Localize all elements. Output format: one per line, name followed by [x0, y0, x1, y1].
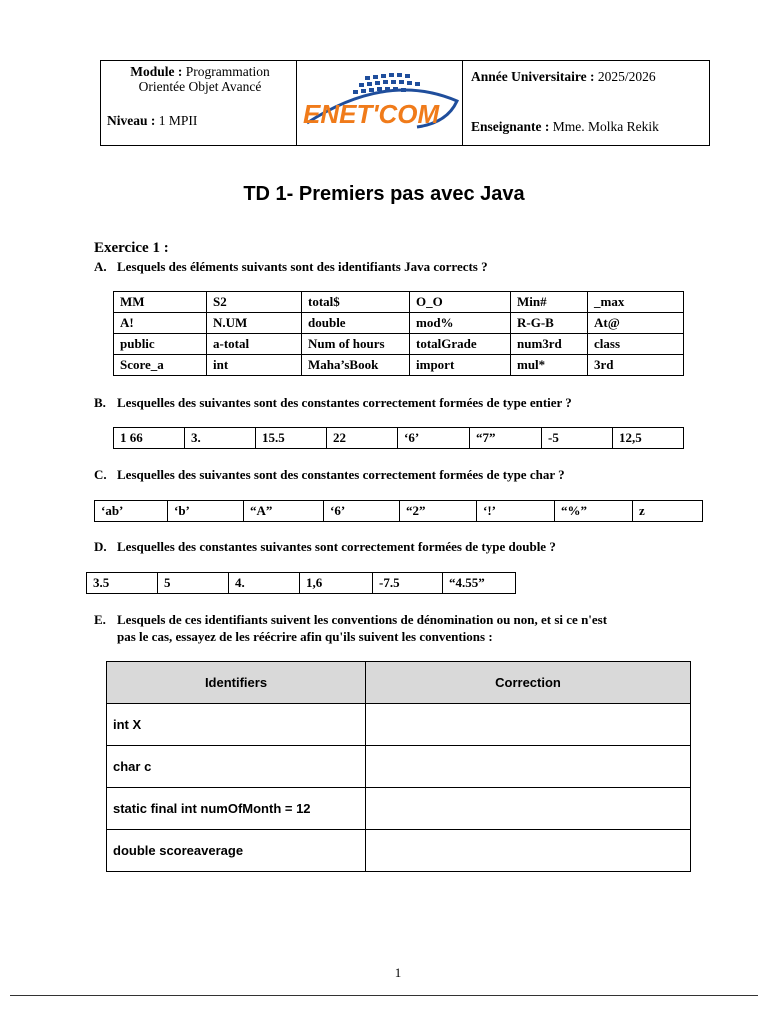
header-table — [100, 60, 710, 146]
identifier-cell: a-total — [207, 334, 302, 355]
question-d — [94, 539, 556, 555]
constant-cell: z — [633, 501, 703, 522]
module-value: Programmation Orientée Objet Avancé — [138, 64, 270, 94]
constant-cell: ‘ab’ — [95, 501, 168, 522]
correction-cell[interactable] — [366, 746, 691, 788]
identifier-cell: A! — [114, 313, 207, 334]
identifier-cell: _max — [588, 292, 684, 313]
identifier-cell: R-G-B — [511, 313, 588, 334]
constant-cell: 22 — [327, 428, 398, 449]
logo-text: ENET'COM — [303, 99, 440, 129]
header-info-cell — [463, 61, 709, 145]
question-e-text-line2: pas le cas, essayez de les réécrire afin qu'ils suivent les conventions : — [117, 629, 493, 644]
identifier-cell: public — [114, 334, 207, 355]
table-row — [107, 746, 691, 788]
table-row — [114, 313, 684, 334]
header-logo-cell — [297, 61, 463, 145]
constant-cell: 1 66 — [114, 428, 185, 449]
identifier-cell: double scoreaverage — [107, 830, 366, 872]
question-c-text: Lesquelles des suivantes sont des constantes correctement formées de type char ? — [117, 467, 565, 482]
module-info — [107, 64, 293, 94]
constant-cell: 12,5 — [613, 428, 684, 449]
table-e — [106, 661, 691, 872]
table-row — [107, 704, 691, 746]
identifier-cell: total$ — [302, 292, 410, 313]
table-row — [114, 292, 684, 313]
table-d — [86, 572, 516, 594]
identifier-cell: Maha’sBook — [302, 355, 410, 376]
identifier-cell: S2 — [207, 292, 302, 313]
correction-cell[interactable] — [366, 788, 691, 830]
table-b — [113, 427, 684, 449]
constant-cell: ‘!’ — [477, 501, 555, 522]
question-e — [94, 611, 607, 645]
identifier-cell: int X — [107, 704, 366, 746]
constant-cell: 15.5 — [256, 428, 327, 449]
table-row — [87, 573, 516, 594]
question-d-text: Lesquelles des constantes suivantes sont correctement formées de type double ? — [117, 539, 556, 554]
table-c — [94, 500, 703, 522]
question-c-letter: C. — [94, 467, 107, 482]
identifier-cell: O_O — [410, 292, 511, 313]
enetcom-logo — [297, 61, 463, 147]
table-row — [107, 788, 691, 830]
constant-cell: ‘6’ — [324, 501, 400, 522]
table-a — [113, 291, 684, 376]
constant-cell: “2” — [400, 501, 477, 522]
identifier-cell: class — [588, 334, 684, 355]
annee-label: Année Universitaire : — [471, 69, 595, 84]
identifier-cell: import — [410, 355, 511, 376]
table-row — [95, 501, 703, 522]
page-number: 1 — [394, 965, 402, 980]
enseignante-label: Enseignante : — [471, 119, 550, 134]
niveau-label: Niveau : — [107, 113, 156, 128]
header-module-cell — [101, 61, 297, 145]
constant-cell: 3. — [185, 428, 256, 449]
question-b-text: Lesquelles des suivantes sont des constantes correctement formées de type entier ? — [117, 395, 572, 410]
constant-cell: “A” — [244, 501, 324, 522]
exercise-title: Exercice 1 : — [94, 240, 169, 256]
enseignante-info — [471, 119, 659, 135]
identifier-cell: MM — [114, 292, 207, 313]
constant-cell: “7” — [470, 428, 542, 449]
identifier-cell: Num of hours — [302, 334, 410, 355]
identifier-cell: At@ — [588, 313, 684, 334]
constant-cell: 1,6 — [300, 573, 373, 594]
identifier-cell: double — [302, 313, 410, 334]
question-d-letter: D. — [94, 539, 107, 554]
identifier-cell: Min# — [511, 292, 588, 313]
table-row — [114, 355, 684, 376]
annee-value: 2025/2026 — [597, 69, 656, 84]
constant-cell: -5 — [542, 428, 613, 449]
identifier-cell: int — [207, 355, 302, 376]
question-b — [94, 395, 572, 411]
constant-cell: “4.55” — [443, 573, 516, 594]
page-title: TD 1- Premiers pas avec Java — [243, 183, 525, 205]
footer-divider — [10, 995, 758, 996]
identifier-cell: char c — [107, 746, 366, 788]
module-label: Module : — [130, 64, 183, 79]
identifier-cell: num3rd — [511, 334, 588, 355]
identifier-cell: totalGrade — [410, 334, 511, 355]
header-correction: Correction — [366, 662, 691, 704]
question-c — [94, 467, 565, 483]
enseignante-value: Mme. Molka Rekik — [552, 119, 659, 134]
table-row — [114, 334, 684, 355]
question-e-text-line1: Lesquels de ces identifiants suivent les conventions de dénomination ou non, et si ce n'est — [117, 612, 608, 627]
correction-cell[interactable] — [366, 830, 691, 872]
identifier-cell: Score_a — [114, 355, 207, 376]
constant-cell: 4. — [229, 573, 300, 594]
constant-cell: ‘b’ — [168, 501, 244, 522]
question-e-letter: E. — [94, 612, 106, 627]
annee-info — [471, 69, 656, 85]
identifier-cell: mod% — [410, 313, 511, 334]
table-row — [107, 830, 691, 872]
question-b-letter: B. — [94, 395, 106, 410]
identifier-cell: static final int numOfMonth = 12 — [107, 788, 366, 830]
constant-cell: 5 — [158, 573, 229, 594]
header-identifiers: Identifiers — [107, 662, 366, 704]
niveau-info — [107, 113, 197, 129]
constant-cell: 3.5 — [87, 573, 158, 594]
niveau-value: 1 MPII — [158, 113, 198, 128]
table-row — [114, 428, 684, 449]
question-a — [94, 259, 488, 275]
question-a-letter: A. — [94, 259, 107, 274]
correction-cell[interactable] — [366, 704, 691, 746]
identifier-cell: 3rd — [588, 355, 684, 376]
constant-cell: -7.5 — [373, 573, 443, 594]
question-a-text: Lesquels des éléments suivants sont des identifiants Java corrects ? — [117, 259, 488, 274]
constant-cell: ‘6’ — [398, 428, 470, 449]
identifier-cell: mul* — [511, 355, 588, 376]
constant-cell: “%” — [555, 501, 633, 522]
identifier-cell: N.UM — [207, 313, 302, 334]
